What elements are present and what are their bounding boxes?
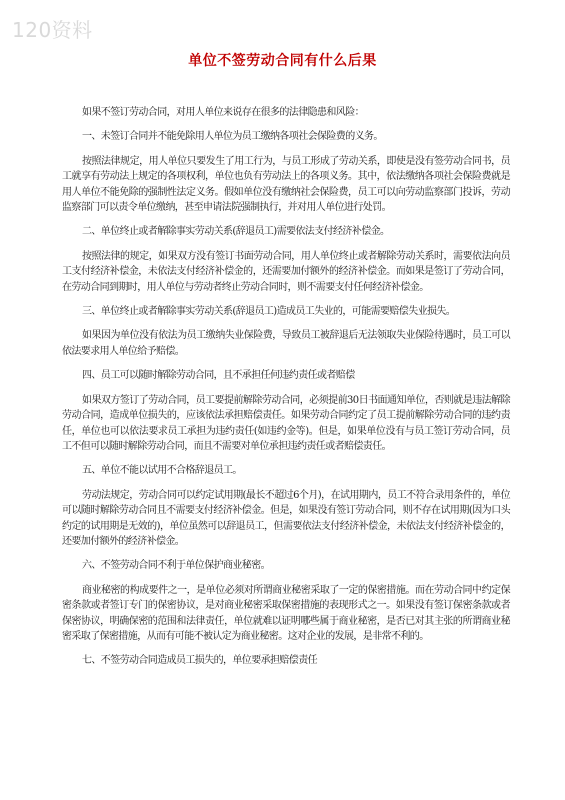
intro-paragraph: 如果不签订劳动合同，对用人单位来说存在很多的法律隐患和风险： xyxy=(82,107,364,118)
section-body-5: 劳动法规定，劳动合同可以约定试用期(最长不超过6个月)，在试用期内，员工不符合录用条件的，单位可以随时解除劳动合同且不需要支付经济补偿金。但是，如果没有签订劳动合同，则不存在试用期(因为口头约定的试用期是无效的)，单位虽然可以辞退员工，但需要依法支付经济补偿金，未依法支付经济补偿金的，还要加付额外的经济补偿金。 xyxy=(62,489,510,547)
section-heading-7: 七、不签劳动合同造成员工损失的，单位要承担赔偿责任 xyxy=(82,655,317,667)
section-body-1: 按照法律规定，用人单位只要发生了用工行为，与员工形成了劳动关系，即使是没有签劳动合同书，员工就享有劳动法上规定的各项权利，单位也负有劳动法上的各项义务。其中，依法缴纳各项社会保险费就是用人单位不能免除的强制性法定义务。假如单位没有缴纳社会保险费，员工可以向劳动监察部门投诉，劳动监察部门可以责令单位缴纳，甚至申请法院强制执行，并对用人单位进行处罚。 xyxy=(62,155,510,214)
section-heading-4: 四、员工可以随时解除劳动合同，且不承担任何违约责任或者赔偿 xyxy=(82,370,355,382)
section-body-4: 如果双方签订了劳动合同，员工要提前解除劳动合同，必须提前30日书面通知单位，否则就是违法解除劳动合同，造成单位损失的，应该依法承担赔偿责任。如果劳动合同约定了员工提前解除劳动合同的违约责任，单位也可以依法要求员工承担为违约责任(如违约金等)。但是，如果单位没有与员工签订劳动合同，员工不但可以随时解除劳动合同，而且不需要对单位承担违约责任或者赔偿责任。 xyxy=(62,394,510,452)
section-heading-6: 六、不签劳动合同不利于单位保护商业秘密。 xyxy=(82,560,270,572)
section-heading-2: 二、单位终止或者解除事实劳动关系(辞退员工)需要依法支付经济补偿金。 xyxy=(82,226,390,238)
section-heading-1: 一、未签订合同并不能免除用人单位为员工缴纳各项社会保险费的义务。 xyxy=(82,131,383,143)
section-body-3: 如果因为单位没有依法为员工缴纳失业保险费，导致员工被辞退后无法领取失业保险待遇时，员工可以依法要求用人单位给予赔偿。 xyxy=(62,330,510,357)
section-body-2: 按照法律的规定，如果双方没有签订书面劳动合同，用人单位终止或者解除劳动关系时，需要依法向员工支付经济补偿金，未依法支付经济补偿金的，还需要加付额外的经济补偿金。而如果是签订了劳动合同，在劳动合同到期时，用人单位与劳动者终止劳动合同时，则不需要支付任何经济补偿金。 xyxy=(62,250,510,293)
page-title: 单位不签劳动合同有什么后果 xyxy=(188,53,377,69)
section-heading-3: 三、单位终止或者解除事实劳动关系(辞退员工)造成员工失业的，可能需要赔偿失业损失。 xyxy=(82,306,456,318)
section-body-6: 商业秘密的构成要件之一，是单位必须对所谓商业秘密采取了一定的保密措施。而在劳动合同中约定保密条款或者签订专门的保密协议，是对商业秘密采取保密措施的表现形式之一。如果没有签订保密条款或者保密协议，明确保密的范围和法律责任，单位就难以证明哪些属于商业秘密，是否已对其主张的所谓商业秘密采取了保密措施，从而有可能不被认定为商业秘密。这对企业的发展，是非常不利的。 xyxy=(62,584,510,642)
section-heading-5: 五、单位不能以试用不合格辞退员工。 xyxy=(82,465,242,477)
document-body xyxy=(62,105,510,678)
watermark-logo: 120资料 xyxy=(12,18,93,42)
